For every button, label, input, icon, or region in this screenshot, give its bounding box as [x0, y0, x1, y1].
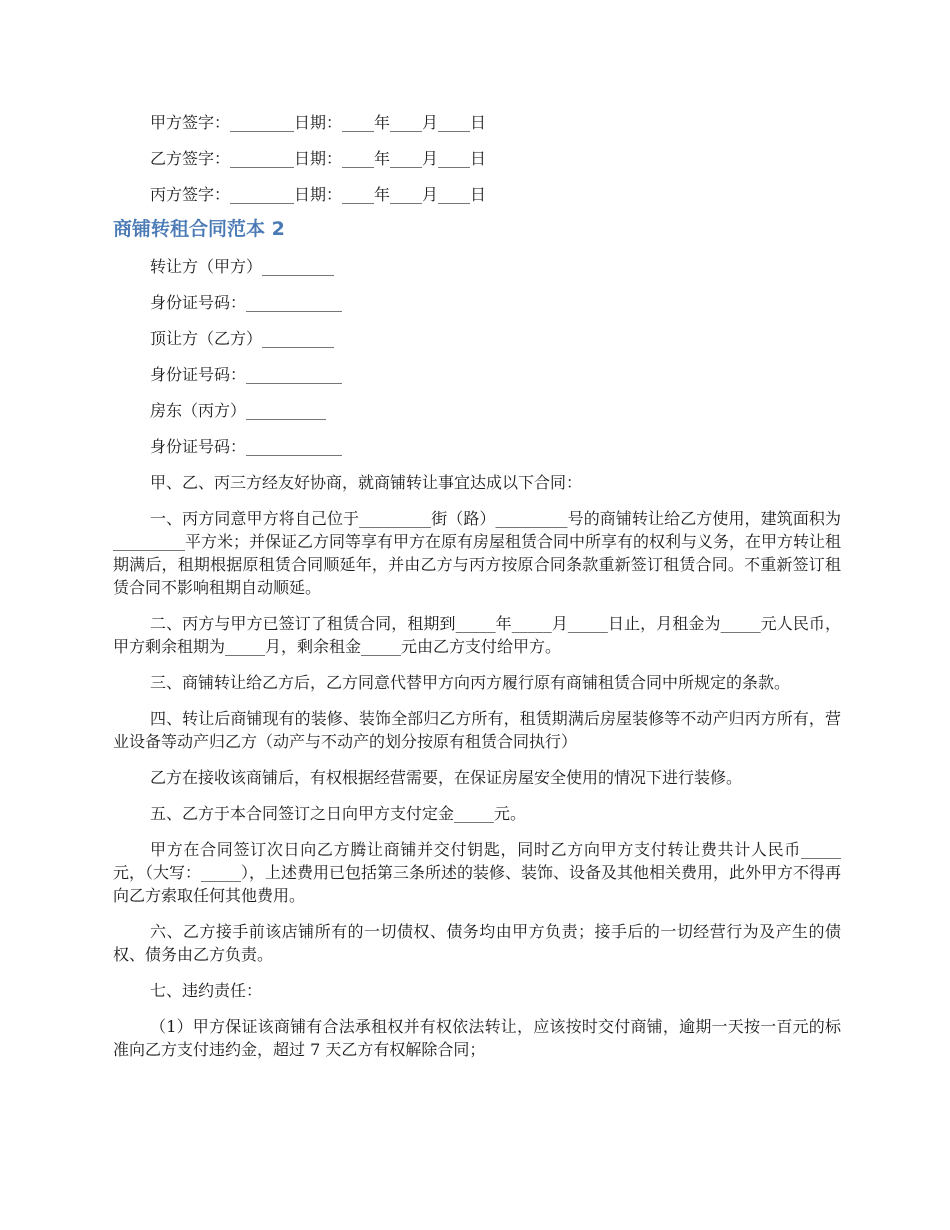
section-title: 商铺转租合同范本 2 [113, 218, 285, 240]
intro-paragraph: 甲、乙、丙三方经友好协商，就商铺转让事宜达成以下合同： [150, 473, 583, 492]
clause-1: 一、丙方同意甲方将自己位于_________街（路）_________号的商铺转让给乙方使用，建筑面积为_________平方米；并保证乙方同等享有甲方在原有房屋租赁合同中所享有的权利与义务，在甲方转让租期满后，租期根据原租赁合同顺延年，并由乙方与丙方按原合同条款重新签订租赁合同。不重新签订租赁合同不影响租期自动顺延。 [113, 509, 842, 597]
document-body [113, 111, 841, 1061]
clause-7-item-1: （1）甲方保证该商铺有合法承租权并有权依法转让，应该按时交付商铺，逾期一天按一百元的标准向乙方支付违约金，超过 7 天乙方有权解除合同； [113, 1017, 841, 1059]
clause-3: 三、商铺转让给乙方后，乙方同意代替甲方向丙方履行原有商铺租赁合同中所规定的条款。 [150, 673, 791, 692]
clause-2: 二、丙方与甲方已签订了租赁合同，租期到_____年_____月_____日止，月租金为_____元人民币，甲方剩余租期为_____月，剩余租金_____元由乙方支付给甲方。 [113, 614, 841, 656]
party-transferee-id: 身份证号码：____________ [150, 365, 343, 384]
party-landlord: 房东（丙方）__________ [150, 401, 327, 420]
signature-line-party-c: 丙方签字：________日期：____年____月____日 [150, 185, 487, 204]
clause-6: 六、乙方接手前该店铺所有的一切债权、债务均由甲方负责；接手后的一切经营行为及产生的债权、债务由乙方负责。 [113, 922, 841, 964]
signature-line-party-b: 乙方签字：________日期：____年____月____日 [150, 149, 487, 168]
clause-5: 五、乙方于本合同签订之日向甲方支付定金_____元。 [150, 804, 527, 823]
clause-7-heading: 七、违约责任： [150, 981, 263, 1000]
clause-4: 四、转让后商铺现有的装修、装饰全部归乙方所有，租赁期满后房屋装修等不动产归丙方所有，营业设备等动产归乙方（动产与不动产的划分按原有租赁合同执行） [113, 709, 841, 751]
party-transferor-id: 身份证号码：____________ [150, 293, 343, 312]
party-transferee: 顶让方（乙方）_________ [150, 329, 335, 348]
party-transferor: 转让方（甲方）_________ [150, 257, 335, 276]
signature-line-party-a: 甲方签字：________日期：____年____月____日 [150, 113, 487, 132]
clause-5-note: 甲方在合同签订次日向乙方腾让商铺并交付钥匙，同时乙方向甲方支付转让费共计人民币_____元，（大写：_____），上述费用已包括第三条所述的装修、装饰、设备及其他相关费用，此外甲方不得再向乙方索取任何其他费用。 [113, 840, 842, 905]
clause-4-note: 乙方在接收该商铺后，有权根据经营需要，在保证房屋安全使用的情况下进行装修。 [150, 768, 743, 787]
party-landlord-id: 身份证号码：____________ [150, 437, 343, 456]
